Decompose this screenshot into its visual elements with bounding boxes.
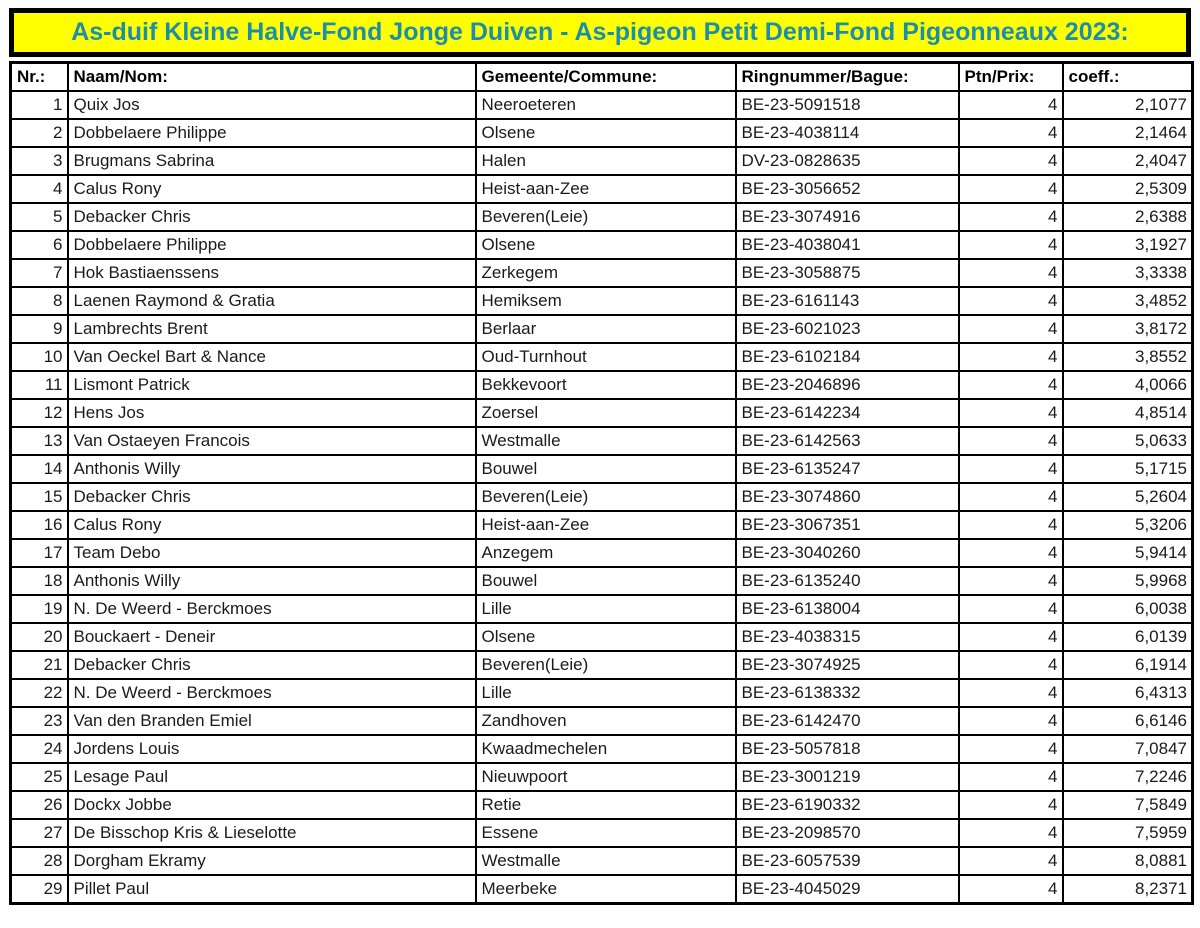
cell-ringnumber: BE-23-3058875	[736, 259, 959, 287]
table-row	[11, 819, 1193, 847]
cell-name: Van den Branden Emiel	[68, 707, 476, 735]
cell-coefficient: 8,2371	[1063, 875, 1193, 904]
cell-commune: Berlaar	[476, 315, 736, 343]
cell-coefficient: 3,1927	[1063, 231, 1193, 259]
header-coefficient: coeff.:	[1063, 63, 1193, 92]
cell-ringnumber: BE-23-6057539	[736, 847, 959, 875]
table-row	[11, 203, 1193, 231]
cell-coefficient: 2,1077	[1063, 91, 1193, 119]
header-points: Ptn/Prix:	[959, 63, 1063, 92]
table-row	[11, 427, 1193, 455]
cell-commune: Heist-aan-Zee	[476, 175, 736, 203]
cell-rank: 10	[11, 343, 68, 371]
cell-name: Anthonis Willy	[68, 455, 476, 483]
cell-rank: 5	[11, 203, 68, 231]
cell-name: Anthonis Willy	[68, 567, 476, 595]
cell-commune: Oud-Turnhout	[476, 343, 736, 371]
cell-ringnumber: BE-23-5091518	[736, 91, 959, 119]
cell-ringnumber: BE-23-5057818	[736, 735, 959, 763]
cell-rank: 6	[11, 231, 68, 259]
cell-coefficient: 6,0139	[1063, 623, 1193, 651]
cell-commune: Anzegem	[476, 539, 736, 567]
cell-name: Dockx Jobbe	[68, 791, 476, 819]
cell-coefficient: 5,2604	[1063, 483, 1193, 511]
table-row	[11, 847, 1193, 875]
cell-ringnumber: BE-23-6135240	[736, 567, 959, 595]
cell-ringnumber: BE-23-6138004	[736, 595, 959, 623]
cell-points: 4	[959, 735, 1063, 763]
cell-rank: 24	[11, 735, 68, 763]
table-row	[11, 343, 1193, 371]
cell-rank: 13	[11, 427, 68, 455]
cell-name: Laenen Raymond & Gratia	[68, 287, 476, 315]
table-row	[11, 483, 1193, 511]
table-row	[11, 287, 1193, 315]
cell-name: Lismont Patrick	[68, 371, 476, 399]
cell-name: Brugmans Sabrina	[68, 147, 476, 175]
cell-commune: Bekkevoort	[476, 371, 736, 399]
table-row	[11, 763, 1193, 791]
cell-ringnumber: BE-23-3056652	[736, 175, 959, 203]
table-row	[11, 399, 1193, 427]
cell-name: Debacker Chris	[68, 203, 476, 231]
table-row	[11, 791, 1193, 819]
cell-rank: 23	[11, 707, 68, 735]
cell-points: 4	[959, 819, 1063, 847]
cell-name: De Bisschop Kris & Lieselotte	[68, 819, 476, 847]
cell-name: Hens Jos	[68, 399, 476, 427]
header-rank: Nr.:	[11, 63, 68, 92]
cell-commune: Zoersel	[476, 399, 736, 427]
cell-ringnumber: DV-23-0828635	[736, 147, 959, 175]
cell-points: 4	[959, 399, 1063, 427]
table-row	[11, 91, 1193, 119]
cell-rank: 18	[11, 567, 68, 595]
cell-commune: Zandhoven	[476, 707, 736, 735]
cell-points: 4	[959, 91, 1063, 119]
cell-commune: Olsene	[476, 623, 736, 651]
cell-name: Team Debo	[68, 539, 476, 567]
cell-points: 4	[959, 287, 1063, 315]
cell-ringnumber: BE-23-3040260	[736, 539, 959, 567]
cell-commune: Bouwel	[476, 567, 736, 595]
table-row	[11, 511, 1193, 539]
cell-commune: Olsene	[476, 119, 736, 147]
cell-rank: 14	[11, 455, 68, 483]
cell-points: 4	[959, 875, 1063, 904]
cell-rank: 3	[11, 147, 68, 175]
cell-rank: 9	[11, 315, 68, 343]
cell-commune: Zerkegem	[476, 259, 736, 287]
cell-ringnumber: BE-23-2046896	[736, 371, 959, 399]
cell-ringnumber: BE-23-2098570	[736, 819, 959, 847]
cell-points: 4	[959, 763, 1063, 791]
results-table	[9, 61, 1194, 905]
table-row	[11, 231, 1193, 259]
cell-commune: Meerbeke	[476, 875, 736, 904]
cell-rank: 21	[11, 651, 68, 679]
cell-coefficient: 5,3206	[1063, 511, 1193, 539]
cell-name: Debacker Chris	[68, 483, 476, 511]
header-name: Naam/Nom:	[68, 63, 476, 92]
cell-coefficient: 3,3338	[1063, 259, 1193, 287]
table-row	[11, 147, 1193, 175]
table-row	[11, 175, 1193, 203]
cell-points: 4	[959, 371, 1063, 399]
table-row	[11, 371, 1193, 399]
cell-commune: Retie	[476, 791, 736, 819]
cell-name: Debacker Chris	[68, 651, 476, 679]
cell-rank: 1	[11, 91, 68, 119]
cell-coefficient: 6,4313	[1063, 679, 1193, 707]
cell-coefficient: 7,5849	[1063, 791, 1193, 819]
cell-rank: 20	[11, 623, 68, 651]
cell-points: 4	[959, 651, 1063, 679]
cell-points: 4	[959, 847, 1063, 875]
cell-coefficient: 3,8172	[1063, 315, 1193, 343]
cell-points: 4	[959, 119, 1063, 147]
cell-coefficient: 8,0881	[1063, 847, 1193, 875]
cell-ringnumber: BE-23-3074916	[736, 203, 959, 231]
header-commune: Gemeente/Commune:	[476, 63, 736, 92]
table-row	[11, 259, 1193, 287]
cell-name: Pillet Paul	[68, 875, 476, 904]
cell-rank: 22	[11, 679, 68, 707]
page-title: As-duif Kleine Halve-Fond Jonge Duiven - As-pigeon Petit Demi-Fond Pigeonneaux 2023:	[71, 18, 1129, 46]
cell-commune: Westmalle	[476, 847, 736, 875]
cell-coefficient: 5,1715	[1063, 455, 1193, 483]
cell-points: 4	[959, 567, 1063, 595]
table-row	[11, 539, 1193, 567]
cell-coefficient: 5,9414	[1063, 539, 1193, 567]
cell-ringnumber: BE-23-4038114	[736, 119, 959, 147]
cell-name: Dobbelaere Philippe	[68, 119, 476, 147]
cell-ringnumber: BE-23-3074860	[736, 483, 959, 511]
cell-rank: 15	[11, 483, 68, 511]
cell-rank: 17	[11, 539, 68, 567]
cell-ringnumber: BE-23-3001219	[736, 763, 959, 791]
cell-rank: 27	[11, 819, 68, 847]
cell-name: Lesage Paul	[68, 763, 476, 791]
table-row	[11, 567, 1193, 595]
cell-coefficient: 3,8552	[1063, 343, 1193, 371]
cell-commune: Beveren(Leie)	[476, 483, 736, 511]
cell-rank: 12	[11, 399, 68, 427]
cell-points: 4	[959, 343, 1063, 371]
cell-points: 4	[959, 791, 1063, 819]
cell-rank: 19	[11, 595, 68, 623]
table-row	[11, 679, 1193, 707]
cell-ringnumber: BE-23-6190332	[736, 791, 959, 819]
cell-name: Hok Bastiaenssens	[68, 259, 476, 287]
cell-commune: Lille	[476, 679, 736, 707]
header-ringnumber: Ringnummer/Bague:	[736, 63, 959, 92]
table-row	[11, 735, 1193, 763]
cell-points: 4	[959, 511, 1063, 539]
cell-points: 4	[959, 679, 1063, 707]
cell-points: 4	[959, 595, 1063, 623]
cell-coefficient: 4,0066	[1063, 371, 1193, 399]
cell-coefficient: 2,1464	[1063, 119, 1193, 147]
cell-commune: Beveren(Leie)	[476, 203, 736, 231]
cell-ringnumber: BE-23-6142563	[736, 427, 959, 455]
table-row	[11, 875, 1193, 904]
cell-rank: 7	[11, 259, 68, 287]
cell-commune: Bouwel	[476, 455, 736, 483]
cell-points: 4	[959, 483, 1063, 511]
cell-ringnumber: BE-23-4038041	[736, 231, 959, 259]
cell-rank: 16	[11, 511, 68, 539]
cell-name: Calus Rony	[68, 175, 476, 203]
cell-ringnumber: BE-23-6142470	[736, 707, 959, 735]
table-row	[11, 623, 1193, 651]
cell-commune: Lille	[476, 595, 736, 623]
cell-coefficient: 3,4852	[1063, 287, 1193, 315]
cell-points: 4	[959, 175, 1063, 203]
cell-rank: 26	[11, 791, 68, 819]
cell-commune: Heist-aan-Zee	[476, 511, 736, 539]
cell-commune: Westmalle	[476, 427, 736, 455]
cell-points: 4	[959, 427, 1063, 455]
cell-ringnumber: BE-23-6142234	[736, 399, 959, 427]
cell-name: Dobbelaere Philippe	[68, 231, 476, 259]
cell-commune: Halen	[476, 147, 736, 175]
cell-coefficient: 6,0038	[1063, 595, 1193, 623]
cell-coefficient: 2,5309	[1063, 175, 1193, 203]
cell-commune: Essene	[476, 819, 736, 847]
cell-rank: 11	[11, 371, 68, 399]
cell-points: 4	[959, 623, 1063, 651]
cell-name: N. De Weerd - Berckmoes	[68, 595, 476, 623]
cell-ringnumber: BE-23-3067351	[736, 511, 959, 539]
cell-rank: 25	[11, 763, 68, 791]
cell-name: Quix Jos	[68, 91, 476, 119]
cell-ringnumber: BE-23-3074925	[736, 651, 959, 679]
cell-coefficient: 5,9968	[1063, 567, 1193, 595]
cell-points: 4	[959, 707, 1063, 735]
cell-coefficient: 6,1914	[1063, 651, 1193, 679]
table-row	[11, 315, 1193, 343]
cell-points: 4	[959, 315, 1063, 343]
table-row	[11, 455, 1193, 483]
page-title-banner	[9, 8, 1191, 57]
table-row	[11, 595, 1193, 623]
cell-commune: Beveren(Leie)	[476, 651, 736, 679]
cell-commune: Hemiksem	[476, 287, 736, 315]
cell-rank: 29	[11, 875, 68, 904]
table-row	[11, 707, 1193, 735]
cell-ringnumber: BE-23-6021023	[736, 315, 959, 343]
cell-ringnumber: BE-23-6135247	[736, 455, 959, 483]
cell-points: 4	[959, 147, 1063, 175]
cell-name: N. De Weerd - Berckmoes	[68, 679, 476, 707]
cell-rank: 28	[11, 847, 68, 875]
cell-commune: Nieuwpoort	[476, 763, 736, 791]
cell-ringnumber: BE-23-4045029	[736, 875, 959, 904]
cell-rank: 2	[11, 119, 68, 147]
table-row	[11, 651, 1193, 679]
cell-name: Lambrechts Brent	[68, 315, 476, 343]
cell-coefficient: 7,2246	[1063, 763, 1193, 791]
cell-name: Jordens Louis	[68, 735, 476, 763]
cell-ringnumber: BE-23-6161143	[736, 287, 959, 315]
cell-coefficient: 2,6388	[1063, 203, 1193, 231]
cell-ringnumber: BE-23-6138332	[736, 679, 959, 707]
cell-ringnumber: BE-23-6102184	[736, 343, 959, 371]
cell-name: Calus Rony	[68, 511, 476, 539]
cell-name: Dorgham Ekramy	[68, 847, 476, 875]
cell-points: 4	[959, 259, 1063, 287]
table-row	[11, 119, 1193, 147]
cell-commune: Olsene	[476, 231, 736, 259]
cell-coefficient: 5,0633	[1063, 427, 1193, 455]
cell-points: 4	[959, 539, 1063, 567]
cell-name: Van Ostaeyen Francois	[68, 427, 476, 455]
cell-rank: 8	[11, 287, 68, 315]
cell-points: 4	[959, 203, 1063, 231]
cell-commune: Neeroeteren	[476, 91, 736, 119]
cell-coefficient: 6,6146	[1063, 707, 1193, 735]
cell-coefficient: 2,4047	[1063, 147, 1193, 175]
cell-coefficient: 7,5959	[1063, 819, 1193, 847]
cell-coefficient: 7,0847	[1063, 735, 1193, 763]
cell-points: 4	[959, 455, 1063, 483]
cell-rank: 4	[11, 175, 68, 203]
cell-name: Bouckaert - Deneir	[68, 623, 476, 651]
cell-coefficient: 4,8514	[1063, 399, 1193, 427]
cell-commune: Kwaadmechelen	[476, 735, 736, 763]
cell-ringnumber: BE-23-4038315	[736, 623, 959, 651]
table-header-row	[11, 63, 1193, 92]
cell-points: 4	[959, 231, 1063, 259]
cell-name: Van Oeckel Bart & Nance	[68, 343, 476, 371]
